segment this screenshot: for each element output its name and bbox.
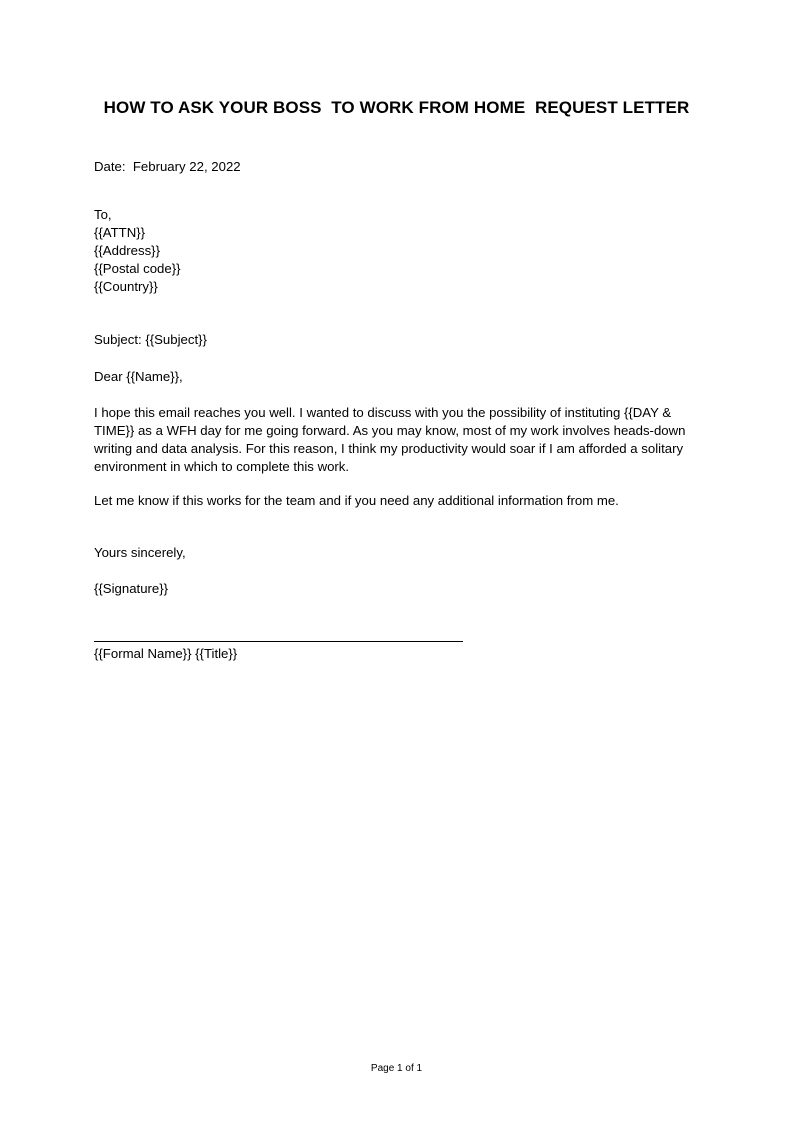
recipient-to: To,	[94, 207, 112, 222]
body-paragraph-2: Let me know if this works for the team and if you need any additional information from me.	[94, 493, 619, 508]
body-paragraph-1: I hope this email reaches you well. I wanted to discuss with you the possibility of instituting {{DAY & TIME}} as a WFH day for me going forward. As you may know, most of my work involves heads-down writing and data analysis. For this reason, I think my productivity would soar if I am afforded a solitary environment in which to complete this work.	[94, 405, 686, 474]
closing: Yours sincerely,	[94, 545, 186, 560]
page-indicator: Page 1 of 1	[370, 1063, 423, 1074]
formal-name-title: {{Formal Name}} {{Title}}	[94, 646, 238, 661]
salutation: Dear {{Name}},	[94, 369, 183, 384]
recipient-postal-code: {{Postal code}}	[94, 261, 181, 276]
recipient-address: {{Address}}	[94, 243, 160, 258]
recipient-country: {{Country}}	[94, 279, 158, 294]
signature-placeholder: {{Signature}}	[94, 581, 169, 596]
date-line: Date: February 22, 2022	[94, 159, 241, 174]
signature-line	[94, 641, 463, 642]
document-title: HOW TO ASK YOUR BOSS TO WORK FROM HOME REQUEST LETTER	[103, 98, 690, 117]
subject-line: Subject: {{Subject}}	[94, 332, 207, 347]
recipient-attn: {{ATTN}}	[94, 225, 146, 240]
